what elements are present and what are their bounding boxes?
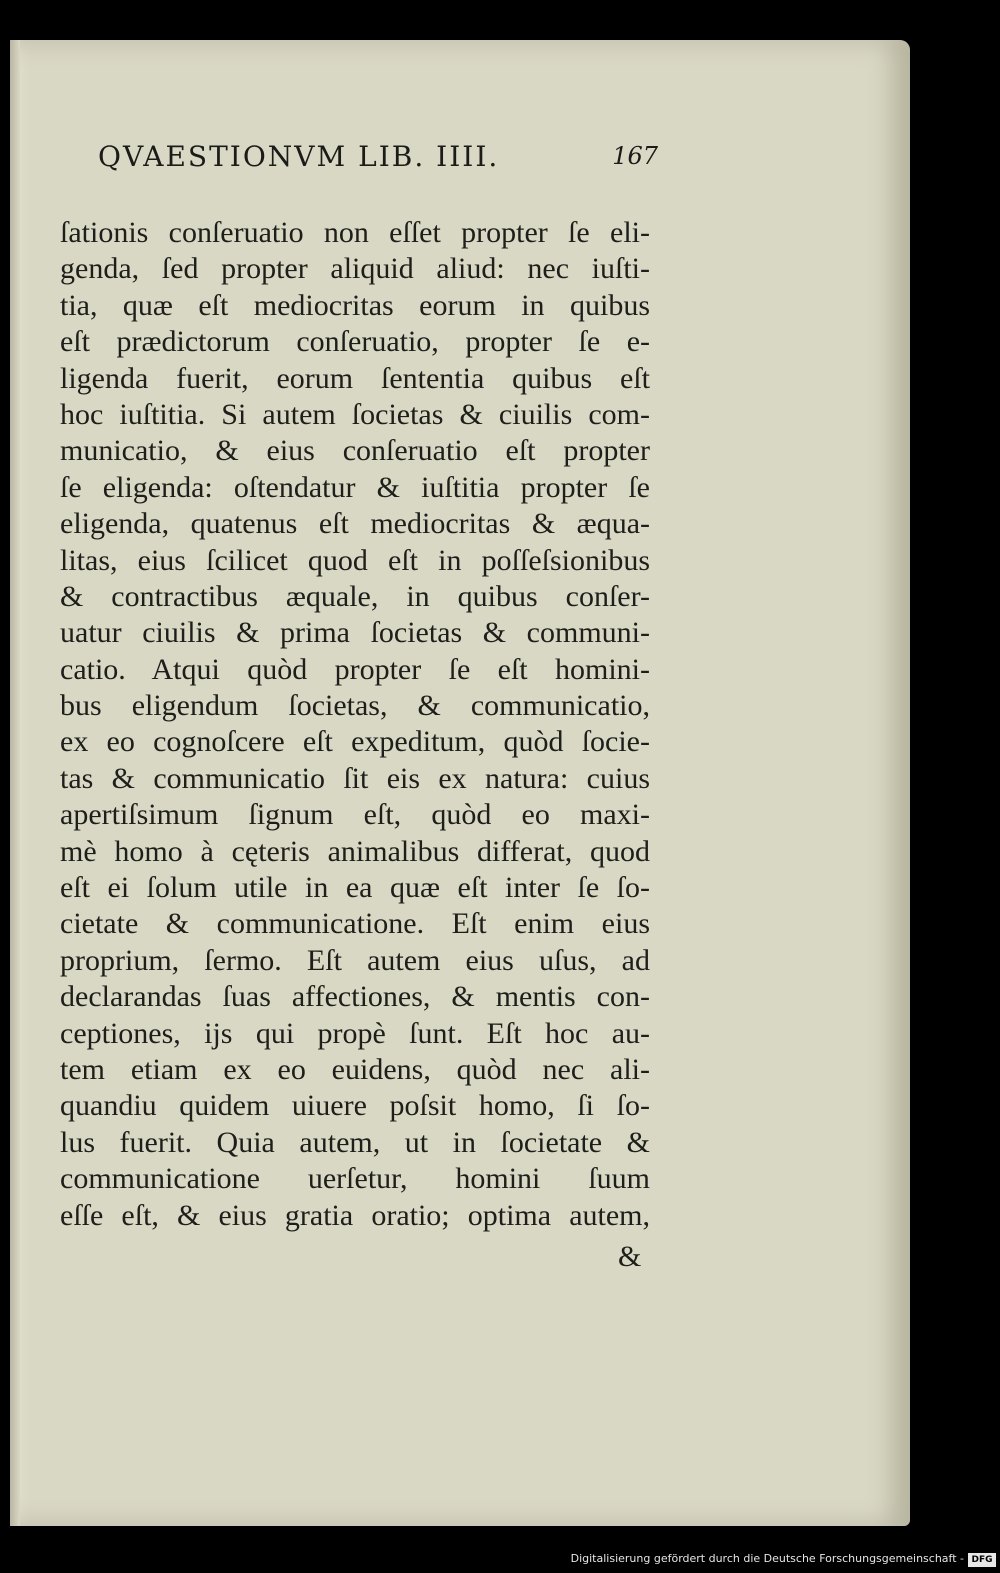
text-line: declarandas ſuas affectiones, & mentis con- [60,980,650,1014]
text-line: genda, ſed propter aliquid aliud: nec iuſti- [60,252,650,286]
page-gutter-edge [10,40,20,1526]
page-number: 167 [612,142,658,170]
text-line: eſt prædictorum conſeruatio, propter ſe e- [60,325,650,359]
book-page [10,40,910,1526]
running-head [98,140,658,180]
text-line: ceptiones, ijs qui propè ſunt. Eſt hoc au- [60,1016,650,1050]
running-head-title: QVAESTIONVM LIB. IIII. [98,140,500,173]
text-line: tas & communicatio ſit eis ex natura: cuius [60,761,650,795]
text-line: ſe eligenda: oſtendatur & iuſtitia propter ſe [60,470,650,504]
text-line: cietate & communicatione. Eſt enim eius [60,907,650,941]
text-line: ſationis conſeruatio non eſſet propter ſe eli- [60,216,650,249]
dfg-logo: DFG [968,1553,996,1567]
text-line: mè homo à cęteris animalibus differat, quod [60,834,650,868]
text-line: litas, eius ſcilicet quod eſt in poſſeſsionibus [60,543,650,577]
text-line: ligenda fuerit, eorum ſententia quibus eſt [60,361,650,395]
body-text [60,215,650,1234]
text-line: tia, quæ eſt mediocritas eorum in quibus [60,288,650,322]
text-line: ex eo cognoſcere eſt expeditum, quòd ſocie- [60,725,650,759]
text-line: communicatione uerſetur, homini ſuum [60,1162,650,1196]
text-line: lus fuerit. Quia autem, ut in ſocietate & [60,1125,650,1159]
text-line: tem etiam ex eo euidens, quòd nec ali- [60,1052,650,1086]
text-line: hoc iuſtitia. Si autem ſocietas & ciuilis com- [60,397,650,431]
text-line: & contractibus æquale, in quibus conſer- [60,579,650,613]
catchword: & [618,1240,642,1273]
text-line: apertiſsimum ſignum eſt, quòd eo maxi- [60,798,650,832]
text-line: bus eligendum ſocietas, & communicatio, [60,689,650,723]
text-line: eſt ei ſolum utile in ea quæ eſt inter ſe ſo- [60,871,650,905]
text-line: quandiu quidem uiuere poſsit homo, ſi ſo- [60,1089,650,1123]
text-line: eſſe eſt, & eius gratia oratio; optima autem, [60,1198,650,1232]
text-line: catio. Atqui quòd propter ſe eſt homini- [60,652,650,686]
digitization-credit: Digitalisierung gefördert durch die Deutsche Forschungsgemeinschaft - [570,1552,964,1565]
text-line: proprium, ſermo. Eſt autem eius uſus, ad [60,943,650,977]
text-line: eligenda, quatenus eſt mediocritas & æqua- [60,507,650,541]
text-line: municatio, & eius conſeruatio eſt propter [60,434,650,468]
text-line: uatur ciuilis & prima ſocietas & communi- [60,616,650,650]
